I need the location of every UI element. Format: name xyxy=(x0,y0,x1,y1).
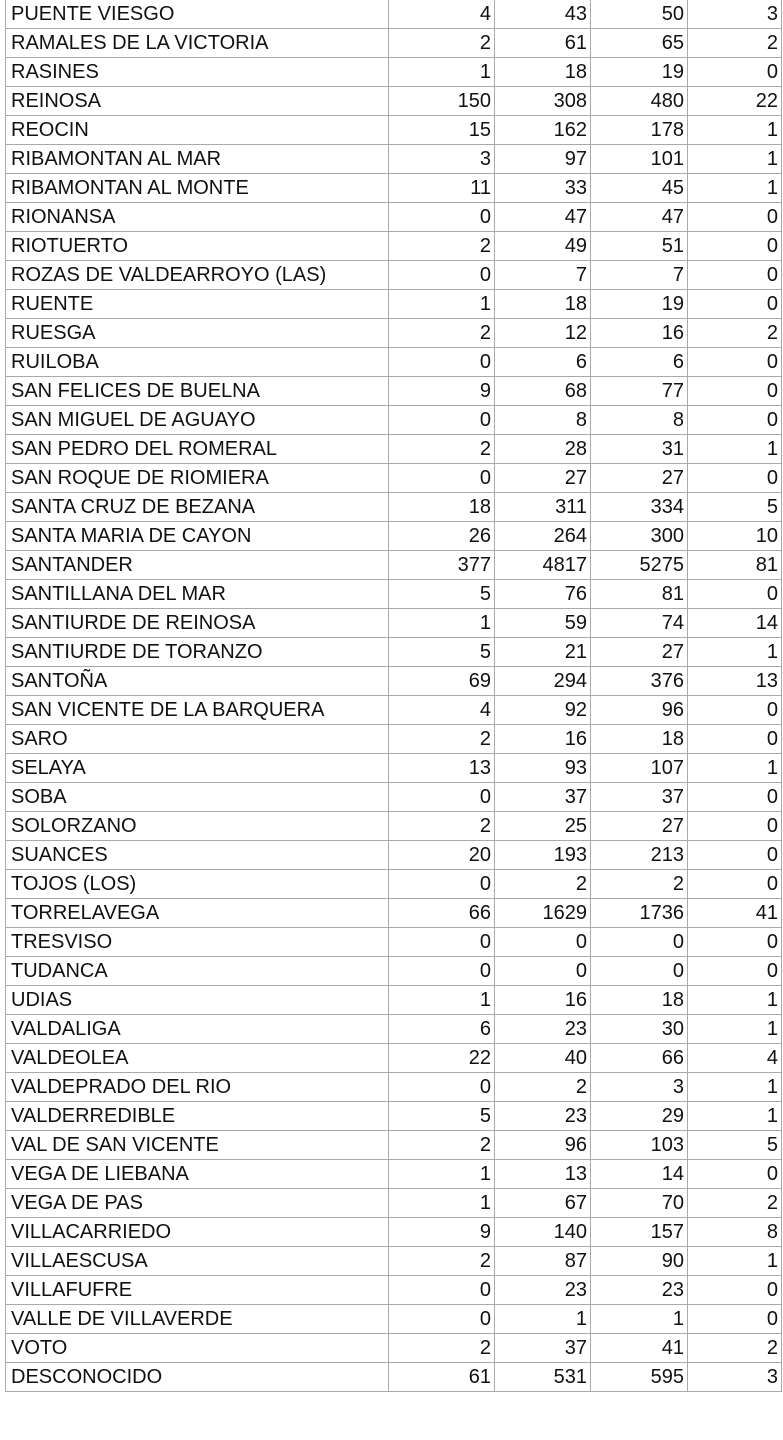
value-cell-a[interactable]: 2 xyxy=(389,812,495,841)
value-cell-a[interactable]: 0 xyxy=(389,1073,495,1102)
table-row xyxy=(6,319,782,348)
value-cell-a[interactable]: 1 xyxy=(389,1160,495,1189)
table-row xyxy=(6,1073,782,1102)
value-cell-a[interactable]: 4 xyxy=(389,0,495,29)
municipality-name-cell[interactable]: RIONANSA xyxy=(6,203,389,232)
municipality-name-cell[interactable]: VAL DE SAN VICENTE xyxy=(6,1131,389,1160)
value-cell-c[interactable]: 27 xyxy=(591,638,688,667)
municipality-name-cell[interactable]: VOTO xyxy=(6,1334,389,1363)
value-cell-d[interactable]: 0 xyxy=(688,406,782,435)
table-row xyxy=(6,841,782,870)
municipality-name-cell[interactable]: REINOSA xyxy=(6,87,389,116)
value-cell-a[interactable]: 0 xyxy=(389,928,495,957)
value-cell-c[interactable]: 1 xyxy=(591,1305,688,1334)
value-cell-c[interactable]: 157 xyxy=(591,1218,688,1247)
municipality-name-cell[interactable]: VALDEOLEA xyxy=(6,1044,389,1073)
value-cell-b[interactable]: 21 xyxy=(495,638,591,667)
municipality-name-cell[interactable]: VILLAESCUSA xyxy=(6,1247,389,1276)
value-cell-a[interactable]: 2 xyxy=(389,1131,495,1160)
municipality-name-cell[interactable]: UDIAS xyxy=(6,986,389,1015)
value-cell-a[interactable]: 4 xyxy=(389,696,495,725)
table-row xyxy=(6,928,782,957)
table-row xyxy=(6,261,782,290)
value-cell-b[interactable]: 37 xyxy=(495,783,591,812)
value-cell-d[interactable]: 0 xyxy=(688,1276,782,1305)
municipality-name-cell[interactable]: SOBA xyxy=(6,783,389,812)
value-cell-d[interactable]: 1 xyxy=(688,1102,782,1131)
value-cell-b[interactable]: 43 xyxy=(495,0,591,29)
value-cell-b[interactable]: 28 xyxy=(495,435,591,464)
table-row xyxy=(6,580,782,609)
value-cell-a[interactable]: 18 xyxy=(389,493,495,522)
value-cell-c[interactable]: 65 xyxy=(591,29,688,58)
value-cell-a[interactable]: 3 xyxy=(389,145,495,174)
value-cell-d[interactable]: 5 xyxy=(688,493,782,522)
table-row xyxy=(6,29,782,58)
value-cell-a[interactable]: 69 xyxy=(389,667,495,696)
municipality-name-cell[interactable]: RASINES xyxy=(6,58,389,87)
value-cell-d[interactable]: 1 xyxy=(688,116,782,145)
value-cell-c[interactable]: 3 xyxy=(591,1073,688,1102)
value-cell-d[interactable]: 22 xyxy=(688,87,782,116)
table-row xyxy=(6,203,782,232)
municipality-name-cell[interactable]: PUENTE VIESGO xyxy=(6,0,389,29)
value-cell-c[interactable]: 19 xyxy=(591,290,688,319)
value-cell-a[interactable]: 5 xyxy=(389,1102,495,1131)
table-row xyxy=(6,899,782,928)
municipality-name-cell[interactable]: RIOTUERTO xyxy=(6,232,389,261)
table-row xyxy=(6,783,782,812)
value-cell-b[interactable]: 311 xyxy=(495,493,591,522)
value-cell-b[interactable]: 40 xyxy=(495,1044,591,1073)
table-row xyxy=(6,754,782,783)
table-row xyxy=(6,1218,782,1247)
table-body xyxy=(6,0,782,1392)
municipality-name-cell[interactable]: SAN PEDRO DEL ROMERAL xyxy=(6,435,389,464)
value-cell-b[interactable]: 25 xyxy=(495,812,591,841)
value-cell-d[interactable]: 2 xyxy=(688,29,782,58)
table-row xyxy=(6,435,782,464)
value-cell-a[interactable]: 2 xyxy=(389,725,495,754)
value-cell-a[interactable]: 11 xyxy=(389,174,495,203)
value-cell-b[interactable]: 23 xyxy=(495,1102,591,1131)
table-row xyxy=(6,696,782,725)
municipality-name-cell[interactable]: RUESGA xyxy=(6,319,389,348)
value-cell-a[interactable]: 0 xyxy=(389,203,495,232)
value-cell-b[interactable]: 1 xyxy=(495,1305,591,1334)
value-cell-b[interactable]: 16 xyxy=(495,725,591,754)
value-cell-d[interactable]: 8 xyxy=(688,1218,782,1247)
municipality-name-cell[interactable]: VALLE DE VILLAVERDE xyxy=(6,1305,389,1334)
municipality-name-cell[interactable]: RIBAMONTAN AL MONTE xyxy=(6,174,389,203)
table-row xyxy=(6,609,782,638)
value-cell-c[interactable]: 45 xyxy=(591,174,688,203)
value-cell-c[interactable]: 31 xyxy=(591,435,688,464)
value-cell-d[interactable]: 0 xyxy=(688,1160,782,1189)
value-cell-b[interactable]: 93 xyxy=(495,754,591,783)
value-cell-c[interactable]: 77 xyxy=(591,377,688,406)
value-cell-b[interactable]: 47 xyxy=(495,203,591,232)
value-cell-a[interactable]: 0 xyxy=(389,464,495,493)
value-cell-c[interactable]: 74 xyxy=(591,609,688,638)
table-row xyxy=(6,1044,782,1073)
value-cell-d[interactable]: 0 xyxy=(688,377,782,406)
value-cell-c[interactable]: 5275 xyxy=(591,551,688,580)
municipality-name-cell[interactable]: SAN MIGUEL DE AGUAYO xyxy=(6,406,389,435)
table-row xyxy=(6,812,782,841)
value-cell-a[interactable]: 5 xyxy=(389,580,495,609)
value-cell-a[interactable]: 0 xyxy=(389,261,495,290)
table-row xyxy=(6,957,782,986)
value-cell-b[interactable]: 294 xyxy=(495,667,591,696)
municipality-name-cell[interactable]: SANTIURDE DE REINOSA xyxy=(6,609,389,638)
value-cell-c[interactable]: 90 xyxy=(591,1247,688,1276)
value-cell-c[interactable]: 70 xyxy=(591,1189,688,1218)
table-row xyxy=(6,1363,782,1392)
table-row xyxy=(6,1305,782,1334)
value-cell-c[interactable]: 19 xyxy=(591,58,688,87)
municipality-name-cell[interactable]: REOCIN xyxy=(6,116,389,145)
value-cell-c[interactable]: 178 xyxy=(591,116,688,145)
value-cell-c[interactable]: 376 xyxy=(591,667,688,696)
value-cell-a[interactable]: 2 xyxy=(389,232,495,261)
value-cell-d[interactable]: 0 xyxy=(688,58,782,87)
municipality-name-cell[interactable]: SANTA MARIA DE CAYON xyxy=(6,522,389,551)
value-cell-c[interactable]: 101 xyxy=(591,145,688,174)
value-cell-b[interactable]: 531 xyxy=(495,1363,591,1392)
value-cell-d[interactable]: 0 xyxy=(688,841,782,870)
value-cell-b[interactable]: 27 xyxy=(495,464,591,493)
municipality-name-cell[interactable]: VILLAFUFRE xyxy=(6,1276,389,1305)
value-cell-a[interactable]: 6 xyxy=(389,1015,495,1044)
value-cell-a[interactable]: 2 xyxy=(389,1247,495,1276)
value-cell-b[interactable]: 97 xyxy=(495,145,591,174)
value-cell-a[interactable]: 26 xyxy=(389,522,495,551)
value-cell-d[interactable]: 0 xyxy=(688,812,782,841)
value-cell-b[interactable]: 68 xyxy=(495,377,591,406)
municipality-name-cell[interactable]: SANTA CRUZ DE BEZANA xyxy=(6,493,389,522)
table-row xyxy=(6,464,782,493)
value-cell-c[interactable]: 8 xyxy=(591,406,688,435)
table-row xyxy=(6,986,782,1015)
value-cell-b[interactable]: 4817 xyxy=(495,551,591,580)
value-cell-b[interactable]: 0 xyxy=(495,957,591,986)
table-row xyxy=(6,1334,782,1363)
value-cell-d[interactable]: 1 xyxy=(688,1247,782,1276)
value-cell-a[interactable]: 13 xyxy=(389,754,495,783)
municipality-name-cell[interactable]: TRESVISO xyxy=(6,928,389,957)
municipality-name-cell[interactable]: SANTILLANA DEL MAR xyxy=(6,580,389,609)
value-cell-d[interactable]: 0 xyxy=(688,203,782,232)
table-row xyxy=(6,551,782,580)
value-cell-d[interactable]: 1 xyxy=(688,986,782,1015)
value-cell-a[interactable]: 1 xyxy=(389,609,495,638)
value-cell-b[interactable]: 0 xyxy=(495,928,591,957)
value-cell-b[interactable]: 87 xyxy=(495,1247,591,1276)
municipality-name-cell[interactable]: RUILOBA xyxy=(6,348,389,377)
value-cell-d[interactable]: 1 xyxy=(688,1015,782,1044)
value-cell-b[interactable]: 2 xyxy=(495,870,591,899)
value-cell-d[interactable]: 1 xyxy=(688,174,782,203)
table-row xyxy=(6,1102,782,1131)
municipality-name-cell[interactable]: TORRELAVEGA xyxy=(6,899,389,928)
value-cell-d[interactable]: 0 xyxy=(688,464,782,493)
value-cell-b[interactable]: 140 xyxy=(495,1218,591,1247)
value-cell-b[interactable]: 76 xyxy=(495,580,591,609)
value-cell-b[interactable]: 49 xyxy=(495,232,591,261)
value-cell-c[interactable]: 41 xyxy=(591,1334,688,1363)
value-cell-b[interactable]: 23 xyxy=(495,1015,591,1044)
value-cell-d[interactable]: 0 xyxy=(688,696,782,725)
value-cell-c[interactable]: 213 xyxy=(591,841,688,870)
table-row xyxy=(6,522,782,551)
value-cell-b[interactable]: 264 xyxy=(495,522,591,551)
value-cell-a[interactable]: 9 xyxy=(389,377,495,406)
value-cell-a[interactable]: 0 xyxy=(389,348,495,377)
value-cell-c[interactable]: 66 xyxy=(591,1044,688,1073)
value-cell-d[interactable]: 5 xyxy=(688,1131,782,1160)
municipality-name-cell[interactable]: SAN VICENTE DE LA BARQUERA xyxy=(6,696,389,725)
value-cell-a[interactable]: 5 xyxy=(389,638,495,667)
value-cell-b[interactable]: 61 xyxy=(495,29,591,58)
value-cell-c[interactable]: 107 xyxy=(591,754,688,783)
value-cell-d[interactable]: 0 xyxy=(688,725,782,754)
value-cell-d[interactable]: 1 xyxy=(688,754,782,783)
value-cell-b[interactable]: 1629 xyxy=(495,899,591,928)
table-row xyxy=(6,870,782,899)
value-cell-c[interactable]: 18 xyxy=(591,725,688,754)
value-cell-a[interactable]: 0 xyxy=(389,406,495,435)
municipality-name-cell[interactable]: RAMALES DE LA VICTORIA xyxy=(6,29,389,58)
value-cell-b[interactable]: 67 xyxy=(495,1189,591,1218)
value-cell-c[interactable]: 27 xyxy=(591,812,688,841)
value-cell-c[interactable]: 0 xyxy=(591,928,688,957)
municipality-name-cell[interactable]: TUDANCA xyxy=(6,957,389,986)
value-cell-a[interactable]: 0 xyxy=(389,1305,495,1334)
table-row xyxy=(6,1189,782,1218)
municipality-name-cell[interactable]: SANTANDER xyxy=(6,551,389,580)
value-cell-b[interactable]: 12 xyxy=(495,319,591,348)
value-cell-b[interactable]: 59 xyxy=(495,609,591,638)
municipality-name-cell[interactable]: VALDERREDIBLE xyxy=(6,1102,389,1131)
value-cell-b[interactable]: 8 xyxy=(495,406,591,435)
value-cell-d[interactable]: 2 xyxy=(688,319,782,348)
value-cell-c[interactable]: 334 xyxy=(591,493,688,522)
value-cell-d[interactable]: 0 xyxy=(688,348,782,377)
value-cell-c[interactable]: 16 xyxy=(591,319,688,348)
table-row xyxy=(6,725,782,754)
value-cell-b[interactable]: 33 xyxy=(495,174,591,203)
value-cell-d[interactable]: 0 xyxy=(688,580,782,609)
table-row xyxy=(6,348,782,377)
value-cell-c[interactable]: 50 xyxy=(591,0,688,29)
value-cell-d[interactable]: 2 xyxy=(688,1334,782,1363)
value-cell-d[interactable]: 0 xyxy=(688,1305,782,1334)
table-row xyxy=(6,290,782,319)
value-cell-c[interactable]: 6 xyxy=(591,348,688,377)
municipality-name-cell[interactable]: VALDALIGA xyxy=(6,1015,389,1044)
value-cell-d[interactable]: 3 xyxy=(688,0,782,29)
value-cell-d[interactable]: 1 xyxy=(688,638,782,667)
value-cell-b[interactable]: 193 xyxy=(495,841,591,870)
value-cell-b[interactable]: 96 xyxy=(495,1131,591,1160)
value-cell-b[interactable]: 37 xyxy=(495,1334,591,1363)
table-row xyxy=(6,232,782,261)
value-cell-c[interactable]: 14 xyxy=(591,1160,688,1189)
value-cell-c[interactable]: 18 xyxy=(591,986,688,1015)
value-cell-b[interactable]: 308 xyxy=(495,87,591,116)
municipality-name-cell[interactable]: VEGA DE PAS xyxy=(6,1189,389,1218)
value-cell-d[interactable]: 0 xyxy=(688,957,782,986)
value-cell-d[interactable]: 0 xyxy=(688,928,782,957)
value-cell-c[interactable]: 81 xyxy=(591,580,688,609)
table-row xyxy=(6,1276,782,1305)
value-cell-d[interactable]: 1 xyxy=(688,435,782,464)
value-cell-a[interactable]: 61 xyxy=(389,1363,495,1392)
value-cell-b[interactable]: 7 xyxy=(495,261,591,290)
table-row xyxy=(6,116,782,145)
value-cell-a[interactable]: 377 xyxy=(389,551,495,580)
value-cell-a[interactable]: 66 xyxy=(389,899,495,928)
value-cell-c[interactable]: 480 xyxy=(591,87,688,116)
municipality-name-cell[interactable]: RIBAMONTAN AL MAR xyxy=(6,145,389,174)
value-cell-a[interactable]: 2 xyxy=(389,435,495,464)
value-cell-a[interactable]: 1 xyxy=(389,58,495,87)
table-row xyxy=(6,145,782,174)
value-cell-c[interactable]: 1736 xyxy=(591,899,688,928)
value-cell-d[interactable]: 3 xyxy=(688,1363,782,1392)
value-cell-d[interactable]: 4 xyxy=(688,1044,782,1073)
value-cell-a[interactable]: 20 xyxy=(389,841,495,870)
municipality-name-cell[interactable]: ROZAS DE VALDEARROYO (LAS) xyxy=(6,261,389,290)
municipality-name-cell[interactable]: VILLACARRIEDO xyxy=(6,1218,389,1247)
value-cell-a[interactable]: 150 xyxy=(389,87,495,116)
municipality-name-cell[interactable]: SELAYA xyxy=(6,754,389,783)
municipality-name-cell[interactable]: SUANCES xyxy=(6,841,389,870)
value-cell-a[interactable]: 9 xyxy=(389,1218,495,1247)
value-cell-a[interactable]: 15 xyxy=(389,116,495,145)
value-cell-d[interactable]: 10 xyxy=(688,522,782,551)
table-row xyxy=(6,377,782,406)
table-row xyxy=(6,0,782,29)
value-cell-c[interactable]: 23 xyxy=(591,1276,688,1305)
value-cell-b[interactable]: 6 xyxy=(495,348,591,377)
value-cell-b[interactable]: 2 xyxy=(495,1073,591,1102)
table-row xyxy=(6,58,782,87)
value-cell-b[interactable]: 18 xyxy=(495,290,591,319)
value-cell-d[interactable]: 41 xyxy=(688,899,782,928)
value-cell-c[interactable]: 0 xyxy=(591,957,688,986)
value-cell-b[interactable]: 92 xyxy=(495,696,591,725)
value-cell-c[interactable]: 30 xyxy=(591,1015,688,1044)
municipality-name-cell[interactable]: DESCONOCIDO xyxy=(6,1363,389,1392)
value-cell-a[interactable]: 2 xyxy=(389,1334,495,1363)
table-row xyxy=(6,174,782,203)
value-cell-c[interactable]: 29 xyxy=(591,1102,688,1131)
value-cell-c[interactable]: 47 xyxy=(591,203,688,232)
table-row xyxy=(6,493,782,522)
value-cell-c[interactable]: 7 xyxy=(591,261,688,290)
value-cell-c[interactable]: 300 xyxy=(591,522,688,551)
municipality-name-cell[interactable]: SAN FELICES DE BUELNA xyxy=(6,377,389,406)
value-cell-a[interactable]: 2 xyxy=(389,319,495,348)
table-row xyxy=(6,87,782,116)
municipality-name-cell[interactable]: SOLORZANO xyxy=(6,812,389,841)
value-cell-c[interactable]: 96 xyxy=(591,696,688,725)
municipality-name-cell[interactable]: VALDEPRADO DEL RIO xyxy=(6,1073,389,1102)
table-row xyxy=(6,1015,782,1044)
value-cell-b[interactable]: 16 xyxy=(495,986,591,1015)
value-cell-d[interactable]: 1 xyxy=(688,145,782,174)
table-row xyxy=(6,1160,782,1189)
municipality-name-cell[interactable]: SANTIURDE DE TORANZO xyxy=(6,638,389,667)
municipality-name-cell[interactable]: TOJOS (LOS) xyxy=(6,870,389,899)
value-cell-d[interactable]: 81 xyxy=(688,551,782,580)
table-row xyxy=(6,1247,782,1276)
value-cell-d[interactable]: 13 xyxy=(688,667,782,696)
municipality-name-cell[interactable]: RUENTE xyxy=(6,290,389,319)
value-cell-d[interactable]: 2 xyxy=(688,1189,782,1218)
value-cell-d[interactable]: 1 xyxy=(688,1073,782,1102)
value-cell-a[interactable]: 1 xyxy=(389,1189,495,1218)
value-cell-a[interactable]: 1 xyxy=(389,290,495,319)
value-cell-a[interactable]: 1 xyxy=(389,986,495,1015)
value-cell-b[interactable]: 13 xyxy=(495,1160,591,1189)
value-cell-d[interactable]: 14 xyxy=(688,609,782,638)
value-cell-b[interactable]: 18 xyxy=(495,58,591,87)
value-cell-a[interactable]: 0 xyxy=(389,1276,495,1305)
value-cell-a[interactable]: 0 xyxy=(389,870,495,899)
value-cell-c[interactable]: 595 xyxy=(591,1363,688,1392)
value-cell-d[interactable]: 0 xyxy=(688,870,782,899)
value-cell-c[interactable]: 51 xyxy=(591,232,688,261)
value-cell-d[interactable]: 0 xyxy=(688,261,782,290)
value-cell-c[interactable]: 2 xyxy=(591,870,688,899)
table-row xyxy=(6,638,782,667)
value-cell-d[interactable]: 0 xyxy=(688,783,782,812)
value-cell-c[interactable]: 103 xyxy=(591,1131,688,1160)
value-cell-d[interactable]: 0 xyxy=(688,290,782,319)
municipality-name-cell[interactable]: SAN ROQUE DE RIOMIERA xyxy=(6,464,389,493)
value-cell-a[interactable]: 2 xyxy=(389,29,495,58)
table-row xyxy=(6,1131,782,1160)
value-cell-b[interactable]: 162 xyxy=(495,116,591,145)
value-cell-a[interactable]: 0 xyxy=(389,957,495,986)
value-cell-c[interactable]: 27 xyxy=(591,464,688,493)
table-row xyxy=(6,667,782,696)
value-cell-a[interactable]: 22 xyxy=(389,1044,495,1073)
municipality-table xyxy=(5,0,782,1392)
value-cell-d[interactable]: 0 xyxy=(688,232,782,261)
municipality-name-cell[interactable]: SANTOÑA xyxy=(6,667,389,696)
municipality-name-cell[interactable]: SARO xyxy=(6,725,389,754)
value-cell-c[interactable]: 37 xyxy=(591,783,688,812)
table-row xyxy=(6,406,782,435)
value-cell-b[interactable]: 23 xyxy=(495,1276,591,1305)
municipality-name-cell[interactable]: VEGA DE LIEBANA xyxy=(6,1160,389,1189)
value-cell-a[interactable]: 0 xyxy=(389,783,495,812)
